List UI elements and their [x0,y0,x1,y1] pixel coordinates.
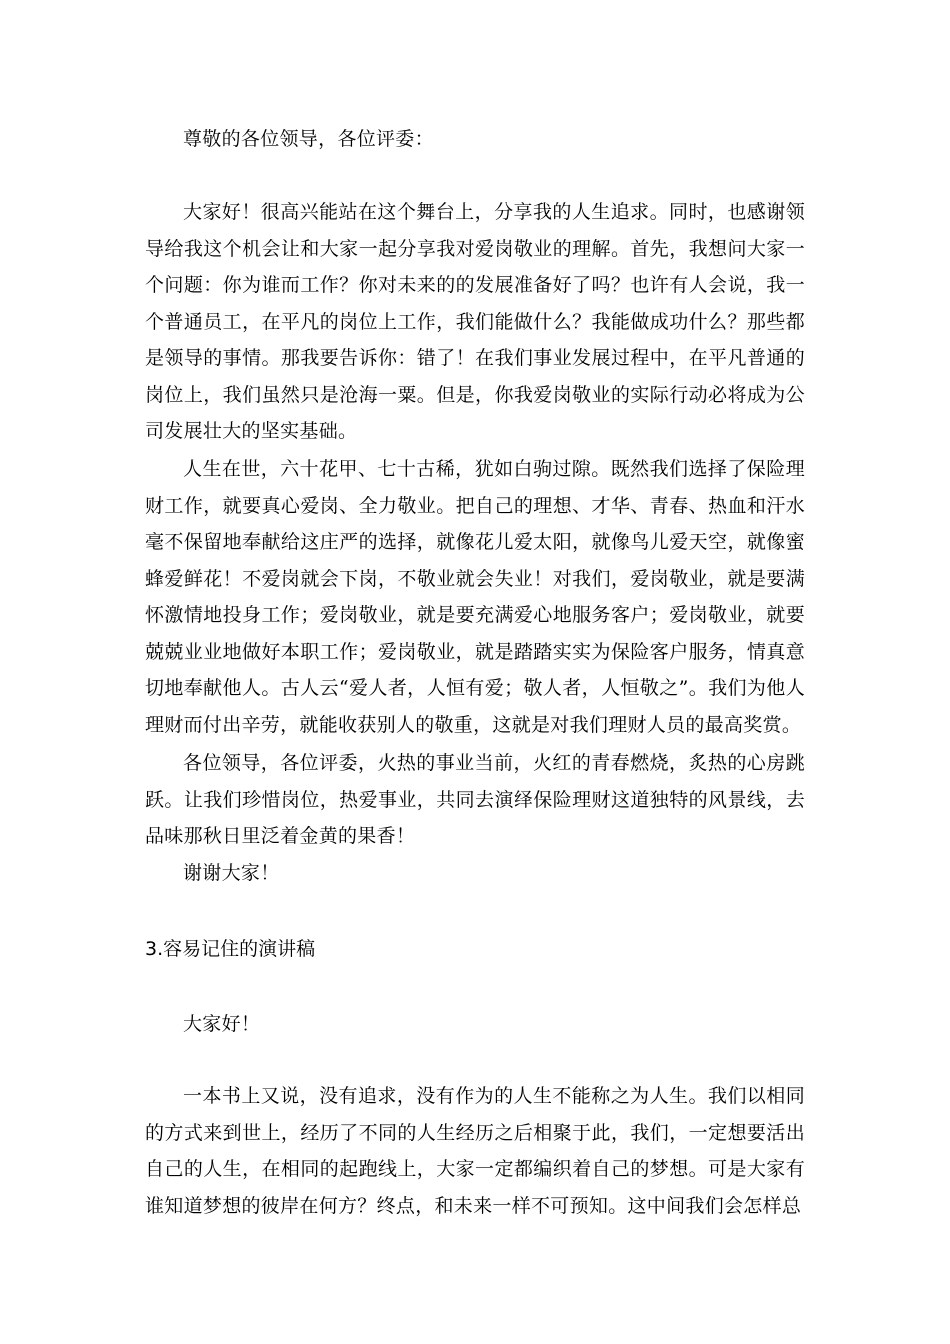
closing-thanks: 谢谢大家！ [183,862,280,884]
greeting-2: 大家好！ [183,1013,261,1035]
paragraph-1: 大家好！很高兴能站在这个舞台上，分享我的人生追求。同时，也感谢领导给我这个机会让和大家一起分享我对爱岗敬业的理解。首先，我想问大家一个问题：你为谁而工作？你对未来的的发展准备好了吗？也许有人会说，我一个普通员工，在平凡的岗位上工作，我们能做什么？我能做成功什么？那些都是领导的事情。那我要告诉你：错了！在我们事业发展过程中，在平凡普通的岗位上，我们虽然只是沧海一粟。但是，你我爱岗敬业的实际行动必将成为公司发展壮大的坚实基础。 [145,201,805,442]
paragraph-2: 人生在世，六十花甲、七十古稀，犹如白驹过隙。既然我们选择了保险理财工作，就要真心爱岗、全力敬业。把自己的理想、才华、青春、热血和汗水毫不保留地奉献给这庄严的选择，就像花儿爱太阳，就像鸟儿爱天空，就像蜜蜂爱鲜花！不爱岗就会下岗，不敬业就会失业！对我们，爱岗敬业，就是要满怀激情地投身工作；爱岗敬业，就是要充满爱心地服务客户；爱岗敬业，就要兢兢业业地做好本职工作；爱岗敬业，就是踏踏实实为保险客户服务，情真意切地奉献他人。古人云“爱人者，人恒有爱；敬人者，人恒敬之”。我们为他人理财而付出辛劳，就能收获别人的敬重，这就是对我们理财人员的最高奖赏。 [145,458,805,736]
salutation: 尊敬的各位领导，各位评委： [183,128,434,150]
section-heading: 3.容易记住的演讲稿 [145,938,316,960]
paragraph-4: 一本书上又说，没有追求，没有作为的人生不能称之为人生。我们以相同的方式来到世上，经历了不同的人生经历之后相聚于此，我们，一定想要活出自己的人生，在相同的起跑线上，大家一定都编织着自己的梦想。可是大家有谁知道梦想的彼岸在何方？终点，和未来一样不可预知。这中间我们会怎样总 [145,1085,805,1217]
paragraph-3: 各位领导，各位评委，火热的事业当前，火红的青春燃烧，炙热的心房跳跃。让我们珍惜岗位，热爱事业，共同去演绎保险理财这道独特的风景线，去品味那秋日里泛着金黄的果香！ [145,752,805,847]
